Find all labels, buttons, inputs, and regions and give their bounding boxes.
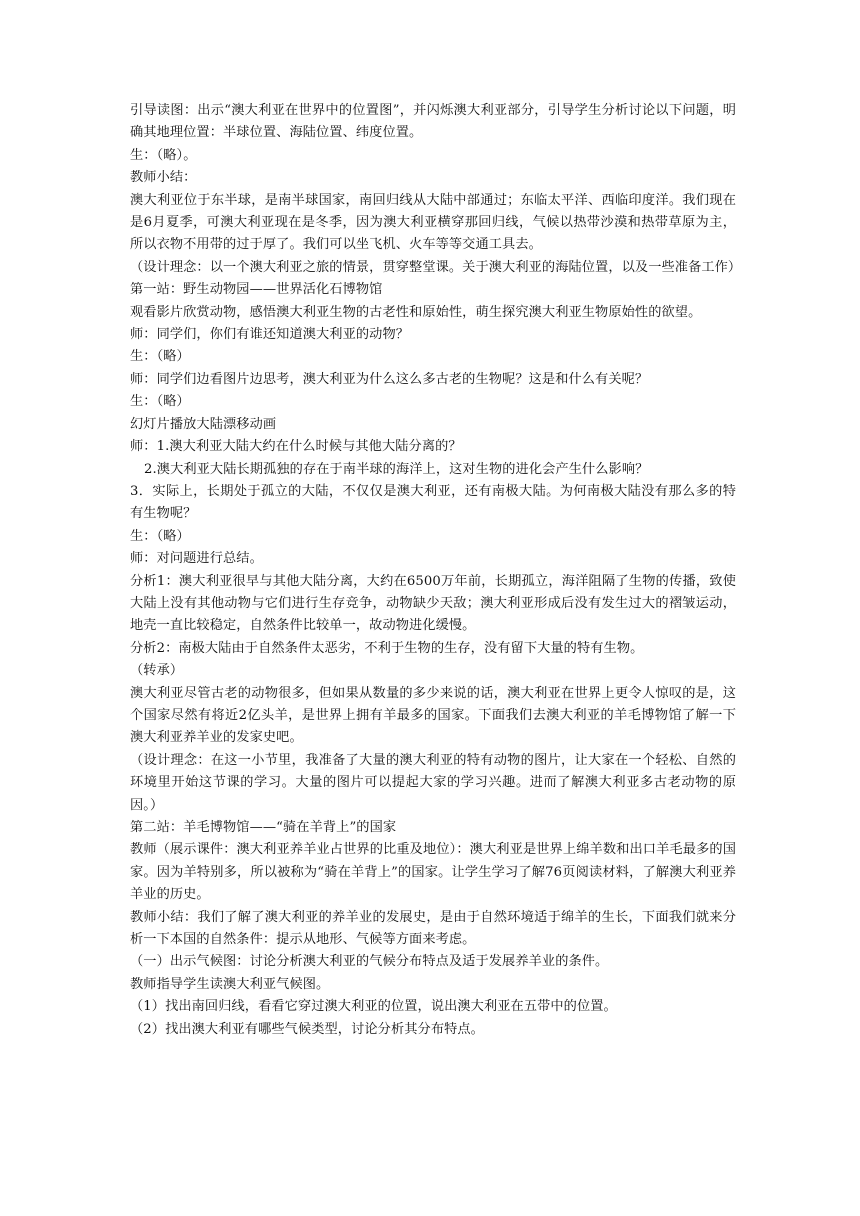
paragraph-student-answer: 生：（略） xyxy=(130,349,190,365)
paragraph-climate-map: （一）出示气候图：讨论分析澳大利亚的气候分布特点及适于发展养羊业的条件。 xyxy=(130,954,609,970)
paragraph-question-list-3: 3．实际上，长期处于孤立的大陆，不仅仅是澳大利亚，还有南极大陆。为何南极大陆没有那么多的特有生物呢？ xyxy=(130,483,736,522)
paragraph-analysis-1: 分析1：澳大利亚很早与其他大陆分离，大约在6500万年前，长期孤立，海洋阻隔了生物的传播，致使大陆上没有其他动物与它们进行生存竞争，动物缺少天敌；澳大利亚形成后没有发生过大的褶皱运动，地壳一直比较稳定，自然条件比较单一，故动物进化缓慢。 xyxy=(130,573,736,634)
paragraph-teacher-summary-2: 教师小结：我们了解了澳大利亚的养羊业的发展史，是由于自然环境适于绵羊的生长，下面我们就来分析一下本国的自然条件：提示从地形、气候等方面来考虑。 xyxy=(130,909,736,948)
paragraph-intro: 引导读图：出示“澳大利亚在世界中的位置图”，并闪烁澳大利亚部分，引导学生分析讨论以下问题，明确其地理位置：半球位置、海陆位置、纬度位置。 xyxy=(130,103,736,141)
paragraph-student-answer: 生：（略） xyxy=(130,394,190,410)
document-body xyxy=(130,100,742,1041)
paragraph-design-note-1: （设计理念：以一个澳大利亚之旅的情景，贯穿整堂课。关于澳大利亚的海陆位置，以及一些准备工作） xyxy=(130,259,742,275)
paragraph-student-answer: 生：（略）。 xyxy=(130,147,197,163)
paragraph-step-1: （1）找出南回归线，看看它穿过澳大利亚的位置，说出澳大利亚在五带中的位置。 xyxy=(130,999,617,1015)
paragraph-teacher-question-2: 师：同学们边看图片边思考，澳大利亚为什么这么多古老的生物呢？这是和什么有关呢？ xyxy=(130,371,649,387)
paragraph-sheep-intro: 澳大利亚尽管古老的动物很多，但如果从数量的多少来说的话，澳大利亚在世界上更令人惊叹的是，这个国家尽然有将近2亿头羊，是世界上拥有羊最多的国家。下面我们去澳大利亚的羊毛博物馆了解一下澳大利亚养羊业的发家史吧。 xyxy=(130,685,736,746)
paragraph-teacher-courseware: 教师（展示课件：澳大利亚养羊业占世界的比重及地位）：澳大利亚是世界上绵羊数和出口羊毛最多的国家。因为羊特别多，所以被称为“骑在羊背上”的国家。让学生学习了解76页阅读材料，了解澳大利亚养羊业的历史。 xyxy=(130,842,736,903)
paragraph-student-answer: 生：（略） xyxy=(130,528,190,544)
paragraph-question-list-2: 2.澳大利亚大陆长期孤独的存在于南半球的海洋上，这对生物的进化会产生什么影响？ xyxy=(144,461,649,477)
paragraph-design-note-2: （设计理念：在这一小节里，我准备了大量的澳大利亚的特有动物的图片，让大家在一个轻松、自然的环境里开始这节课的学习。大量的图片可以提起大家的学习兴趣。进而了解澳大利亚多古老动物的原因。） xyxy=(130,752,736,813)
paragraph-station-2-heading: 第二站：羊毛博物馆——“骑在羊背上”的国家 xyxy=(130,820,397,835)
paragraph-transition: （转承） xyxy=(130,663,184,679)
paragraph-location-summary: 澳大利亚位于东半球，是南半球国家，南回归线从大陆中部通过；东临太平洋、西临印度洋。我们现在是6月夏季，可澳大利亚现在是冬季，因为澳大利亚横穿那回归线，气候以热带沙漠和热带草原为主，所以衣物不用带的过于厚了。我们可以坐飞机、火车等等交通工具去。 xyxy=(130,192,736,253)
paragraph-station-1-heading: 第一站：野生动物园——世界活化石博物馆 xyxy=(130,282,383,298)
paragraph-watch-film: 观看影片欣赏动物，感悟澳大利亚生物的古老性和原始性，萌生探究澳大利亚生物原始性的欲望。 xyxy=(130,304,702,320)
paragraph-teacher-summary-heading: 教师小结： xyxy=(130,170,197,186)
paragraph-slide-animation: 幻灯片播放大陆漂移动画 xyxy=(130,416,277,432)
paragraph-teacher-guide: 教师指导学生读澳大利亚气候图。 xyxy=(130,976,330,992)
paragraph-teacher-question-1: 师：同学们，你们有谁还知道澳大利亚的动物？ xyxy=(130,327,410,343)
paragraph-step-2: （2）找出澳大利亚有哪些气候类型，讨论分析其分布特点。 xyxy=(130,1021,484,1037)
paragraph-question-list-1: 师：1.澳大利亚大陆大约在什么时候与其他大陆分离的？ xyxy=(130,439,462,455)
paragraph-analysis-2: 分析2：南极大陆由于自然条件太恶劣，不利于生物的生存，没有留下大量的特有生物。 xyxy=(130,640,644,656)
paragraph-teacher-conclusion: 师：对问题进行总结。 xyxy=(130,551,263,567)
